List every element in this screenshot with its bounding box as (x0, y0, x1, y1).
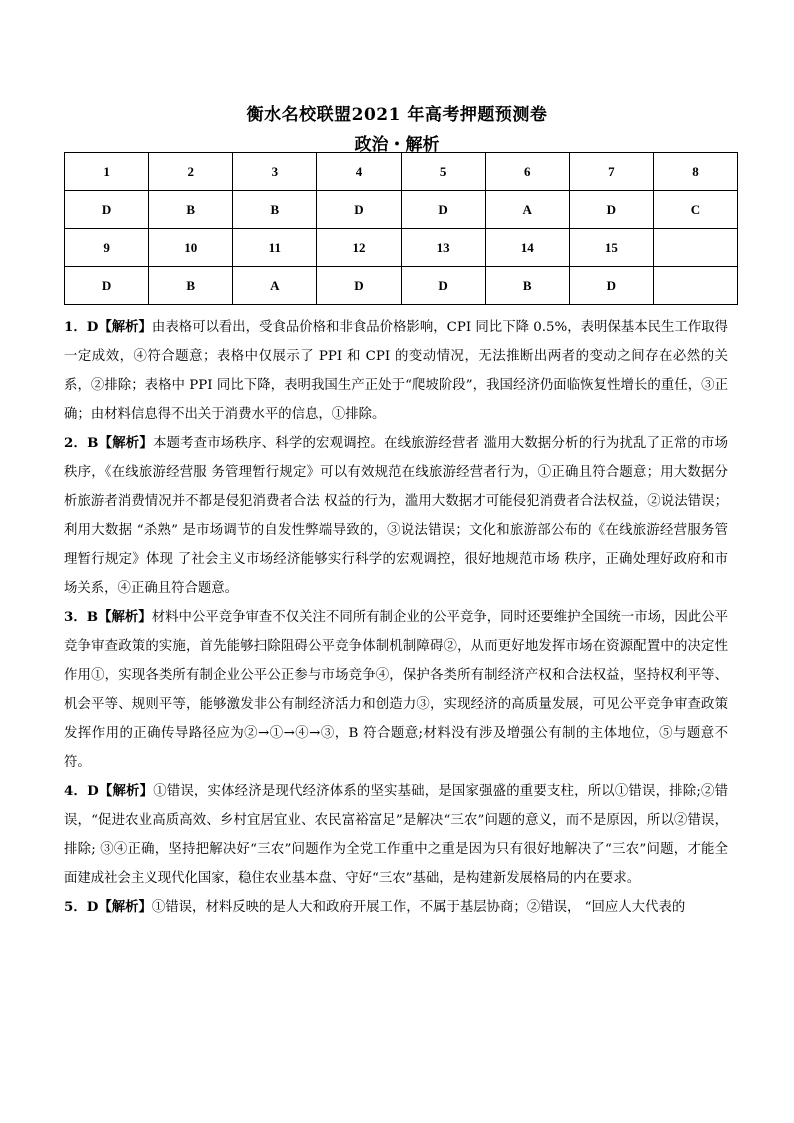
document-subtitle: 政治・解析 (354, 135, 440, 155)
table-cell: 11 (233, 229, 317, 267)
explanation-3 (64, 603, 728, 777)
table-cell: 14 (485, 229, 569, 267)
table-cell: D (317, 267, 401, 305)
answer-table (64, 152, 738, 305)
table-cell: 5 (401, 153, 485, 191)
table-cell: 8 (653, 153, 737, 191)
document-title: 衡水名校联盟2021 年高考押题预测卷 (246, 105, 548, 125)
explanation-2-text: 本题考查市场秩序、科学的宏观调控。在线旅游经营者 滥用大数据分析的行为扰乱了正常的市场秩序，《在线旅游经营服 务管理暂行规定》可以有效规范在线旅游经营者行为，①正确且符合题意；用大数据分析旅游者消费情况并不都是侵犯消费者合法 权益的行为，滥用大数据才可能侵犯消费者合法权益，②说法错误；利用大数据 “杀熟” 是市场调节的自发性弊端导致的，③说法错误；文化和旅游部公布的《在线旅游经营服务管理暂行规定》体现 了社会主义市场经济能够实行科学的宏观调控，很好地规范市场 秩序，正确处理好政府和市场关系，④正确且符合题意。 (64, 436, 728, 596)
explanation-3-lead: 3．B【解析】 (64, 609, 152, 625)
table-cell: D (569, 267, 653, 305)
explanation-5 (64, 893, 728, 922)
table-cell: 4 (317, 153, 401, 191)
table-cell (653, 267, 737, 305)
explanation-3-text: 材料中公平竞争审查不仅关注不同所有制企业的公平竞争，同时还要维护全国统一市场，因此公平竞争审查政策的实施，首先能够扫除阻碍公平竞争体制机制障碍②，从而更好地发挥市场在资源配置中的决定性作用①，实现各类所有制企业公平公正参与市场竞争④，保护各类所有制经济产权和合法权益，坚持权利平等、机会平等、规则平等，能够激发非公有制经济活力和创造力③，实现经济的高质量发展，可见公平竞争审查政策发挥作用的正确传导路径应为②→①→④→③，B 符合题意;材料没有涉及增强公有制的主体地位，⑤与题意不符。 (64, 610, 729, 770)
table-cell: D (401, 191, 485, 229)
table-cell: 2 (149, 153, 233, 191)
explanation-5-text: ①错误，材料反映的是人大和政府开展工作，不属于基层协商；②错误， “回应人大代表的 (151, 900, 686, 915)
explanation-2 (64, 429, 728, 603)
explanation-1-lead: 1．D【解析】 (64, 319, 152, 335)
table-cell: D (317, 191, 401, 229)
explanation-5-lead: 5．D【解析】 (64, 899, 152, 915)
table-cell: A (233, 267, 317, 305)
table-cell: 12 (317, 229, 401, 267)
table-row (65, 153, 738, 191)
table-cell: B (485, 267, 569, 305)
explanations (64, 313, 728, 922)
table-cell: 15 (569, 229, 653, 267)
table-cell: 9 (65, 229, 149, 267)
table-cell: D (569, 191, 653, 229)
table-cell: B (149, 267, 233, 305)
table-cell: 7 (569, 153, 653, 191)
table-cell (653, 229, 737, 267)
table-cell: D (65, 191, 149, 229)
table-cell: D (65, 267, 149, 305)
explanation-4-lead: 4．D【解析】 (64, 783, 154, 799)
explanation-4 (64, 777, 728, 893)
explanation-2-lead: 2．B【解析】 (64, 435, 153, 451)
table-row (65, 229, 738, 267)
table-cell: C (653, 191, 737, 229)
table-cell: D (401, 267, 485, 305)
explanation-4-text: ①错误，实体经济是现代经济体系的坚实基础，是国家强盛的重要支柱，所以①错误，排除;②错误，“促进农业高质高效、乡村宜居宜业、农民富裕富足”是解决“三农”问题的意义，而不是原因，所以②错误，排除; ③④正确，坚持把解决好“三农”问题作为全党工作重中之重是因为只有很好地解决了“三农”问题，才能全面建成社会主义现代化国家，稳住农业基本盘、守好“三农”基础，是构建新发展格局的内在要求。 (64, 784, 728, 886)
table-cell: 13 (401, 229, 485, 267)
table-cell: B (233, 191, 317, 229)
explanation-1 (64, 313, 728, 429)
table-cell: 10 (149, 229, 233, 267)
table-cell: 6 (485, 153, 569, 191)
table-cell: 1 (65, 153, 149, 191)
table-cell: B (149, 191, 233, 229)
table-cell: 3 (233, 153, 317, 191)
table-row (65, 267, 738, 305)
table-row (65, 191, 738, 229)
explanation-1-text: 由表格可以看出，受食品价格和非食品价格影响，CPI 同比下降 0.5%，表明保基本民生工作取得一定成效，④符合题意；表格中仅展示了 PPI 和 CPI 的变动情况，无法推断出两者的变动之间存在必然的关系，②排除；表格中 PPI 同比下降，表明我国生产正处于“爬坡阶段”，我国经济仍面临恢复性增长的重任，③正确；由材料信息得不出关于消费水平的信息，①排除。 (64, 320, 728, 422)
table-cell: A (485, 191, 569, 229)
